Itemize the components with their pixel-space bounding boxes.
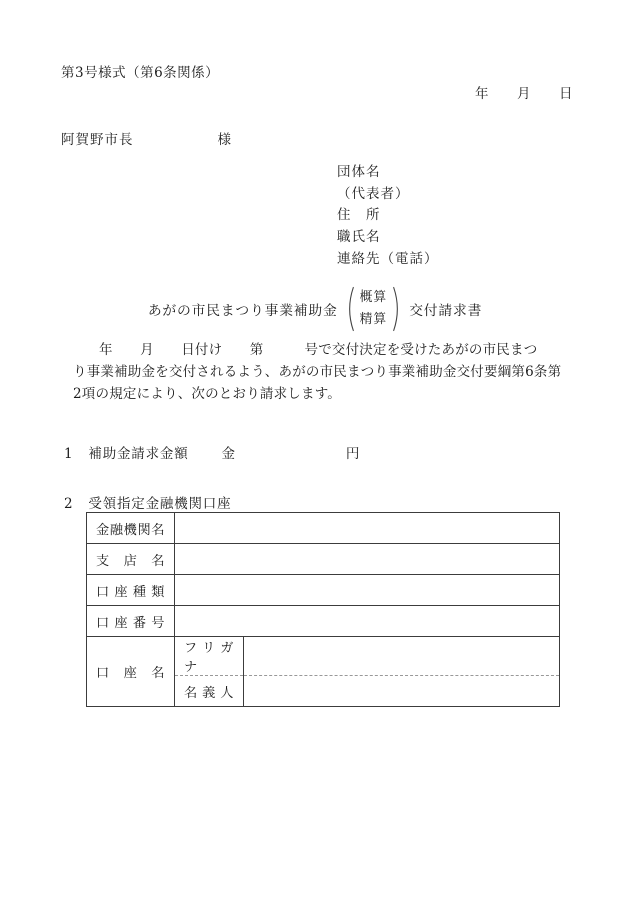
furigana-value-cell (244, 637, 560, 676)
bank-account-label: 受領指定金融機関口座 (88, 496, 232, 512)
doc-title (0, 286, 630, 332)
table-row-branch (87, 544, 560, 575)
institution-label: 金融機関名 (87, 513, 175, 544)
title-prefix: あがの市民まつり事業補助金 (147, 303, 338, 319)
currency-prefix: 金 (221, 446, 236, 462)
currency-suffix: 円 (345, 446, 361, 462)
applicant-title-name: 職氏名 (337, 229, 381, 246)
institution-value-cell (175, 513, 560, 544)
date-line: 年 月 日 (475, 86, 573, 102)
item2-number: 2 (64, 496, 74, 512)
table-row-institution (87, 513, 560, 544)
applicant-group-name: 団体名 (337, 164, 381, 180)
applicant-contact-phone: 連絡先（電話） (337, 250, 439, 267)
bracket-close-icon (392, 286, 402, 332)
bank-account-heading (64, 492, 231, 512)
option-settlement: 精算 (359, 312, 388, 327)
holder-label: 名義人 (175, 676, 244, 707)
title-suffix: 交付請求書 (409, 303, 483, 319)
applicant-block (337, 162, 439, 271)
holder-value-cell (244, 676, 560, 707)
paragraph-line: り事業補助金を交付されるよう、あがの市民まつり事業補助金交付要綱第6条第 (73, 364, 562, 380)
table-row-account-type (87, 575, 560, 606)
branch-value-cell (175, 544, 560, 575)
table-row-account-number (87, 606, 560, 637)
body-paragraph (73, 339, 578, 405)
bank-account-table (86, 512, 560, 707)
bracket-open-icon (345, 286, 355, 332)
furigana-label: フリガナ (175, 637, 244, 676)
addressee-name: 阿賀野市長 (61, 132, 134, 148)
item1-number: 1 (64, 446, 74, 462)
bracket-options (360, 287, 388, 331)
branch-label: 支店名 (87, 544, 175, 575)
applicant-representative: （代表者） (337, 185, 410, 202)
table-row-furigana (87, 637, 560, 676)
applicant-address: 住 所 (337, 207, 381, 224)
account-name-label: 口座名 (87, 637, 175, 707)
account-type-label: 口座種類 (87, 575, 175, 606)
addressee-line (61, 128, 232, 148)
request-amount-line (64, 442, 360, 462)
form-number: 第3号様式（第6条関係） (61, 65, 220, 81)
estimate-settlement-bracket (345, 286, 403, 332)
account-number-label: 口座番号 (87, 606, 175, 637)
request-amount-label: 補助金請求金額 (88, 446, 189, 462)
honorific-sama: 様 (217, 132, 232, 148)
account-number-value-cell (175, 606, 560, 637)
option-estimate: 概算 (359, 290, 388, 305)
paragraph-line: 2項の規定により、次のとおり請求します。 (73, 386, 342, 402)
paragraph-line: 年 月 日付け 第 号で交付決定を受けたあがの市民まつ (99, 342, 538, 358)
account-type-value-cell (175, 575, 560, 606)
